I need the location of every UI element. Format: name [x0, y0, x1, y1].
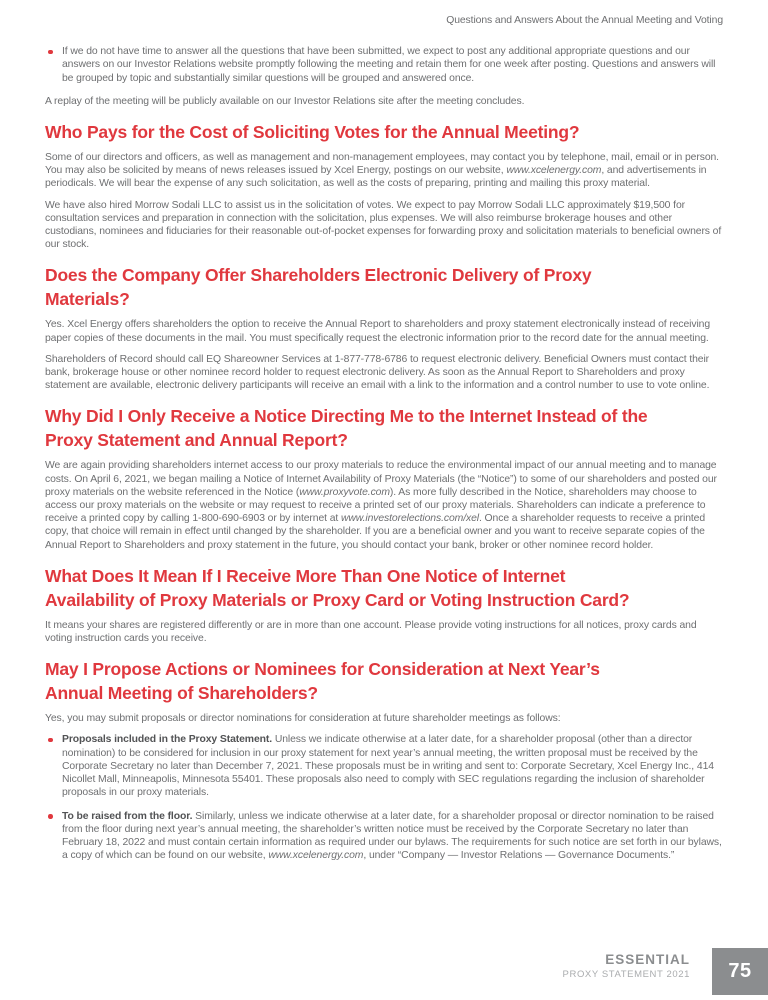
bullet-item [45, 733, 723, 799]
paragraph [45, 318, 723, 344]
text-segment: Unless we indicate otherwise at a later date, for a shareholder proposal (other than a director nomination) to be considered for inclusion in our proxy statement for next year’s annual meeting, the written proposal must be received by the Corporate Secretary no later than December 7, 2021. These proposals must be in writing and sent to: Corporate Secretary, Xcel Energy Inc., 414 Nicollet Mall, Minneapolis, Minnesota 55401. These proposals also need to comply with SEC regulations regarding the inclusion of shareholder proposals in our proxy materials. [62, 734, 714, 799]
content-blocks [45, 45, 723, 862]
bullet-icon [48, 50, 53, 55]
page-number-badge [712, 948, 768, 995]
paragraph [45, 712, 723, 725]
text-segment: www.proxyvote.com [299, 486, 390, 498]
text-segment: Similarly, unless we indicate otherwise at a later date, for a shareholder proposal or director nomination to be raised from the floor during next year’s annual meeting, the shareholder’s written notice must be received by the Corporate Secretary no later than February 18, 2022 and must contain certain information as required under our bylaws. The requirements for such notice are set forth in our bylaws, a copy of which can be found on our website, [62, 810, 722, 862]
paragraph [45, 353, 723, 393]
paragraph [45, 95, 723, 108]
bullet-item [45, 810, 723, 863]
footer-brand [563, 952, 690, 981]
page-number: 75 [728, 960, 752, 982]
paragraph [45, 459, 723, 551]
section-heading-line: Who Pays for the Cost of Soliciting Votes for the Annual Meeting? [45, 122, 580, 143]
paragraph [45, 199, 723, 252]
section-heading-line: Does the Company Offer Shareholders Electronic Delivery of Proxy [45, 265, 592, 286]
section-heading-line: Annual Meeting of Shareholders? [45, 683, 318, 704]
section-heading-line: What Does It Mean If I Receive More Than One Notice of Internet [45, 565, 566, 586]
bullet-icon [48, 814, 53, 819]
text-segment: Proposals included in the Proxy Statement. [62, 734, 275, 746]
section-heading-line: May I Propose Actions or Nominees for Consideration at Next Year’s [45, 659, 600, 680]
text-segment: Shareholders of Record should call EQ Shareowner Services at 1-877-778-6786 to request electronic delivery. Beneficial Owners must contact their bank, brokerage house or other nominee record holder to request electronic delivery. As soon as the Annual Report to Shareholders and proxy statement are available, electronic delivery participants will receive an email with a link to the information and a control number to use to vote online. [45, 353, 710, 392]
text-segment: ). As more fully described in the Notice, shareholders may choose to access our proxy materials on the website or may request to receive a printed set of our proxy materials. Shareholders can indicate a preference to receive a printed copy by calling 1-800-690-6903 or by internet at [45, 486, 706, 525]
section-heading-line: Availability of Proxy Materials or Proxy Card or Voting Instruction Card? [45, 589, 630, 610]
text-segment: www.xcelenergy.com [268, 850, 364, 862]
text-segment: , under “Company — Investor Relations — Governance Documents.” [363, 850, 675, 862]
text-segment: www.xcelenergy.com [506, 165, 602, 177]
page-content [45, 14, 723, 872]
text-segment: It means your shares are registered differently or are in more than one account. Please provide voting instructions for all notices, proxy cards and voting instruction cards you receive. [45, 619, 697, 645]
text-segment: We have also hired Morrow Sodali LLC to assist us in the solicitation of votes. We expect to pay Morrow Sodali LLC approximately $19,500 for consultation services and preparation in connection with the solicitation, plus expenses. We will also reimburse brokerage houses and other custodians, nominees and fiduciaries for their reasonable out-of-pocket expenses for forwarding proxy and solicitation materials to beneficial owners of our stock. [45, 199, 722, 251]
section-heading-line: Why Did I Only Receive a Notice Directing Me to the Internet Instead of the [45, 406, 648, 427]
section-heading [45, 120, 723, 144]
paragraph [45, 619, 723, 645]
section-heading [45, 657, 723, 705]
footer-brand-subtitle: PROXY STATEMENT 2021 [562, 969, 690, 980]
text-segment: If we do not have time to answer all the questions that have been submitted, we expect to post any additional appropriate questions and our answers on our Investor Relations website promptly following the meeting and retain them for one week after posting. Questions and answers will be grouped by topic and substantially similar questions will be grouped and answered once. [62, 46, 716, 84]
bullet-icon [48, 738, 53, 743]
text-segment: Yes. Xcel Energy offers shareholders the option to receive the Annual Report to shareholders and proxy statement electronically instead of receiving paper copies of these documents in the mail. You must specifically request the electronic information prior to the record date for the annual meeting. [45, 319, 711, 344]
text-segment: www.investorelections.com/xel [340, 513, 479, 525]
section-heading [45, 263, 723, 311]
text-segment: , and advertisements in periodicals. We will bear the expense of any such solicitation, as well as the costs of preparing, printing and mailing this proxy material. [45, 165, 707, 190]
section-heading [45, 404, 723, 452]
text-segment: Some of our directors and officers, as well as management and non-management employees, may contact you by telephone, mail, email or in person. You may also be solicited by means of news releases issued by Xcel Energy, postings on our website, [45, 152, 719, 177]
bullet-item [45, 45, 723, 85]
section-heading [45, 564, 723, 612]
running-header: Questions and Answers About the Annual Meeting and Voting [446, 15, 723, 26]
section-heading-line: Materials? [45, 289, 130, 310]
paragraph [45, 151, 723, 191]
text-segment: We are again providing shareholders internet access to our proxy materials to reduce the environmental impact of our annual meeting and to manage costs. On April 6, 2021, we began mailing a Notice of Internet Availability of Proxy Materials (the “Notice”) to some of our shareholders and posted our proxy materials on the website referenced in the Notice ( [45, 460, 717, 498]
footer-brand-title: ESSENTIAL [605, 952, 690, 967]
section-heading-line: Proxy Statement and Annual Report? [45, 430, 348, 451]
text-segment: To be raised from the floor. [62, 810, 196, 822]
text-segment: Yes, you may submit proposals or director nominations for consideration at future shareholder meetings as follows: [45, 713, 561, 725]
text-segment: . Once a shareholder requests to receive a printed copy, that choice will remain in effect until changed by the shareholder. If you are a beneficial owner and you want to receive separate copies of the Annual Report to Shareholders and proxy statement in the future, you should contact your bank, broker or other nominee record holder. [45, 513, 706, 551]
text-segment: A replay of the meeting will be publicly available on our Investor Relations site after the meeting concludes. [45, 95, 525, 107]
